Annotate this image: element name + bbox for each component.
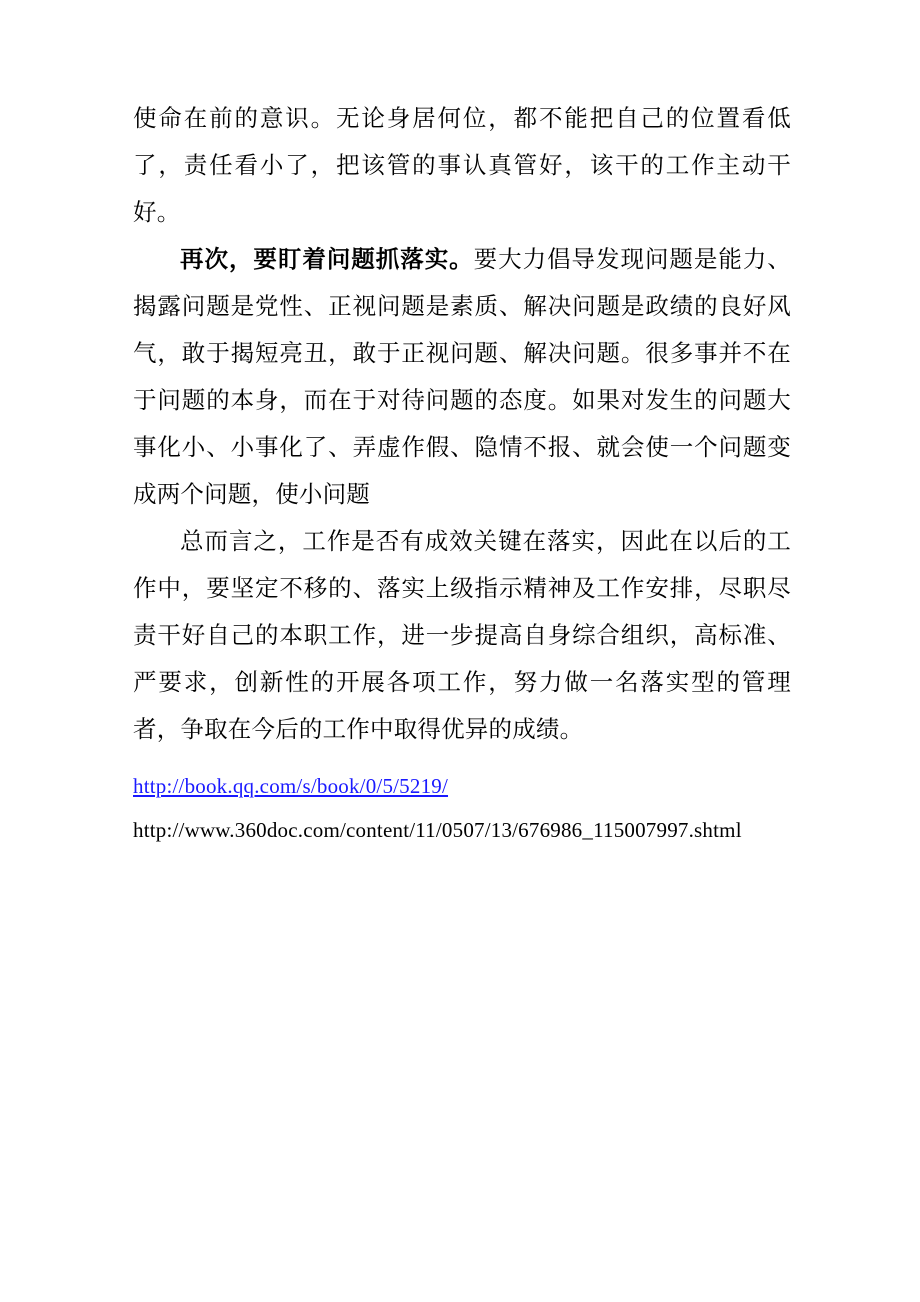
document-body	[133, 96, 791, 852]
paragraph-3-text: 总而言之，工作是否有成效关键在落实，因此在以后的工作中，要坚定不移的、落实上级指示精神及工作安排，尽职尽责干好自己的本职工作，进一步提高自身综合组织，高标准、严要求，创新性的开展各项工作，努力做一名落实型的管理者，争取在今后的工作中取得优异的成绩。	[133, 529, 791, 743]
paragraph-2-lead: 再次，要盯着问题抓落实。	[180, 247, 474, 273]
paragraph-1-text: 使命在前的意识。无论身居何位，都不能把自己的位置看低了，责任看小了，把该管的事认真管好，该干的工作主动干好。	[133, 106, 791, 226]
paragraph-3	[133, 519, 791, 754]
paragraph-2-text: 要大力倡导发现问题是能力、揭露问题是党性、正视问题是素质、解决问题是政绩的良好风气，敢于揭短亮丑，敢于正视问题、解决问题。很多事并不在于问题的本身，而在于对待问题的态度。如果对发生的问题大事化小、小事化了、弄虚作假、隐情不报、就会使一个问题变成两个问题，使小问题	[133, 247, 791, 508]
book-qq-link[interactable]: http://book.qq.com/s/book/0/5/5219/	[133, 774, 449, 798]
paragraph-2	[133, 237, 791, 519]
paragraph-1	[133, 96, 791, 237]
plain-url-line: http://www.360doc.com/content/11/0507/13/676986_115007997.shtml	[133, 818, 742, 842]
hyperlink-line	[133, 764, 791, 808]
